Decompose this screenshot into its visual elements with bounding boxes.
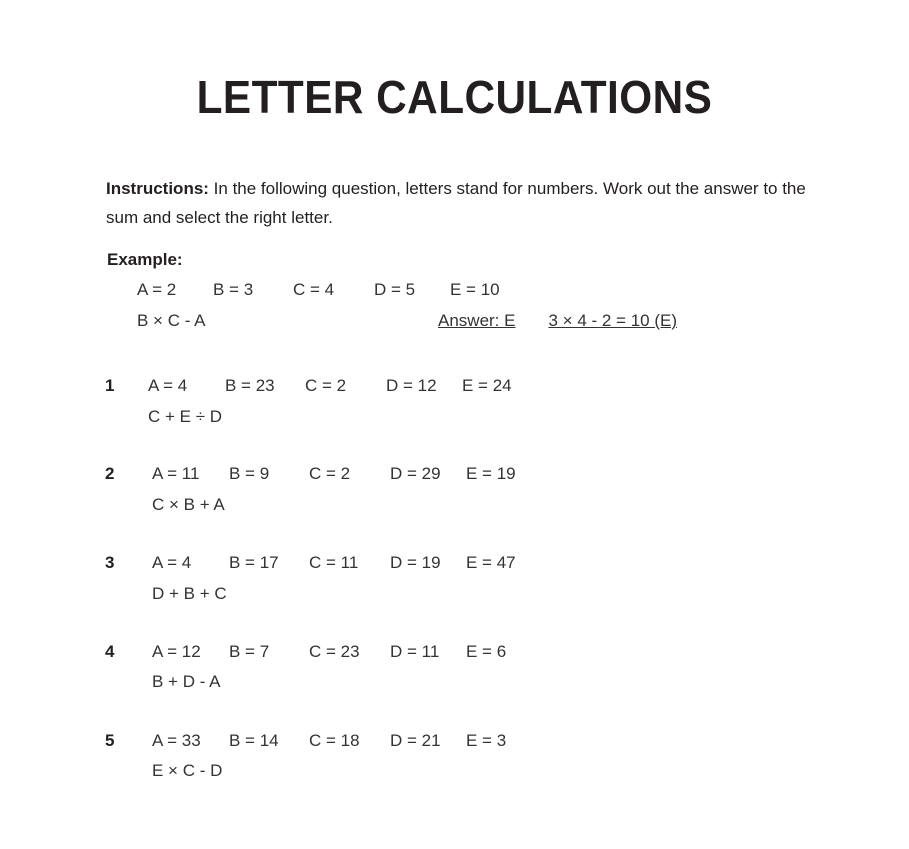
value-e: E = 24 (462, 376, 512, 395)
value-e: E = 19 (466, 464, 516, 483)
example-answer-working: 3 × 4 - 2 = 10 (E) (548, 311, 677, 330)
value-b: B = 9 (229, 464, 270, 483)
value-d: D = 29 (390, 464, 441, 483)
question-number: 4 (105, 642, 115, 661)
example-value-a: A = 2 (137, 280, 177, 299)
value-a: A = 4 (148, 376, 188, 395)
question-number: 2 (105, 464, 115, 483)
instructions-text: In the following question, letters stand for numbers. Work out the answer to the sum and select the right letter. (106, 179, 806, 227)
question-expression: C + E ÷ D (148, 407, 223, 426)
value-d: D = 11 (390, 642, 440, 661)
value-e: E = 3 (466, 731, 507, 750)
question-expression: B + D - A (152, 672, 221, 691)
value-c: C = 2 (305, 376, 347, 395)
question-number: 1 (105, 376, 115, 395)
value-b: B = 23 (225, 376, 275, 395)
example-value-e: E = 10 (450, 280, 500, 299)
value-d: D = 19 (390, 553, 441, 572)
value-c: C = 11 (309, 553, 359, 572)
example-label: Example: (107, 250, 183, 269)
page-title: LETTER CALCULATIONS (196, 71, 713, 123)
question-expression: D + B + C (152, 584, 227, 603)
example-value-b: B = 3 (213, 280, 254, 299)
value-b: B = 7 (229, 642, 270, 661)
question-number: 3 (105, 553, 115, 572)
value-d: D = 21 (390, 731, 441, 750)
question-number: 5 (105, 731, 115, 750)
example-value-d: D = 5 (374, 280, 416, 299)
question-expression: C × B + A (152, 495, 225, 514)
value-a: A = 4 (152, 553, 192, 572)
example-expression: B × C - A (137, 311, 206, 330)
value-c: C = 2 (309, 464, 351, 483)
value-a: A = 33 (152, 731, 201, 750)
value-e: E = 47 (466, 553, 516, 572)
instructions-label: Instructions: (106, 179, 209, 198)
value-b: B = 14 (229, 731, 279, 750)
question-expression: E × C - D (152, 761, 223, 780)
value-d: D = 12 (386, 376, 437, 395)
example-answer-label: Answer: E (438, 311, 516, 330)
instructions (106, 174, 836, 232)
value-a: A = 11 (152, 464, 200, 483)
value-e: E = 6 (466, 642, 507, 661)
example-answer (438, 311, 677, 331)
value-c: C = 18 (309, 731, 360, 750)
value-a: A = 12 (152, 642, 201, 661)
example-value-c: C = 4 (293, 280, 335, 299)
value-c: C = 23 (309, 642, 360, 661)
value-b: B = 17 (229, 553, 279, 572)
